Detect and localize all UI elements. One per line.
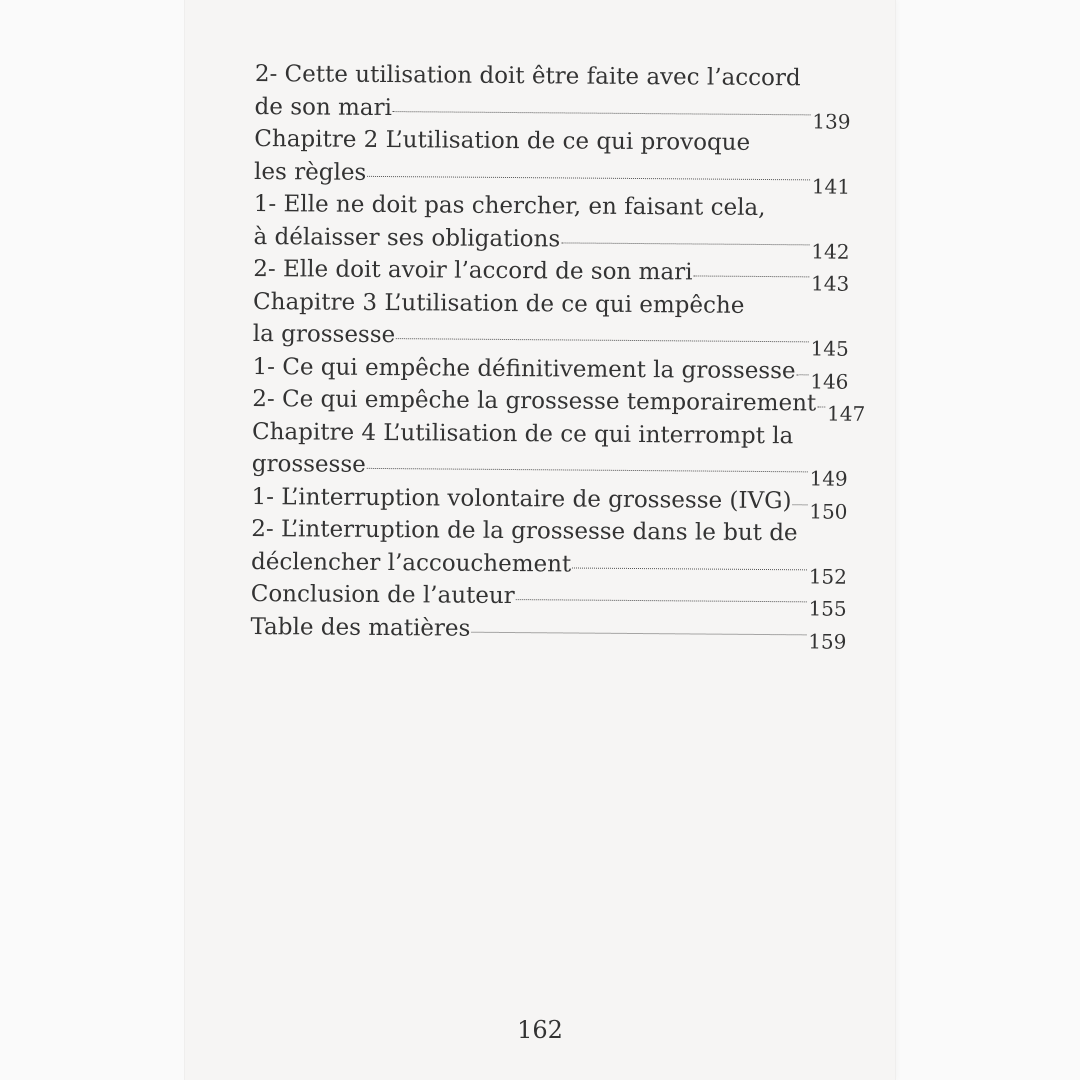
toc-entry-page-number: 142 xyxy=(811,238,850,264)
dot-leader xyxy=(792,504,807,505)
toc-entry-title: de son mari xyxy=(254,93,393,121)
dot-leader xyxy=(797,374,809,375)
toc-entry-last-line xyxy=(250,610,847,654)
toc-entry xyxy=(251,415,848,491)
toc-entry-page-number: 152 xyxy=(808,563,848,589)
dot-leader xyxy=(572,567,807,570)
toc-entry-page-number: 146 xyxy=(810,368,849,394)
toc-entry-last-line xyxy=(253,253,850,296)
toc-entry-last-line xyxy=(253,220,850,264)
toc-entry-title: la grossesse xyxy=(252,320,396,349)
toc-entry-page-number: 150 xyxy=(809,498,848,524)
toc-entry-title: à délaisser ses obligations xyxy=(253,223,561,252)
toc-entry xyxy=(251,480,848,524)
toc-entry xyxy=(252,350,849,394)
toc-entry xyxy=(250,610,847,654)
toc-entry-page-number: 141 xyxy=(811,173,851,199)
toc-entry-last-line xyxy=(252,318,849,361)
toc-entry-last-line xyxy=(250,545,848,589)
toc-entry-last-line xyxy=(251,480,848,524)
toc-entry-last-line xyxy=(251,448,848,491)
dot-leader xyxy=(367,468,808,472)
toc-entry xyxy=(253,253,850,296)
toc-entry-title: Table des matières xyxy=(250,613,471,642)
toc-entry-line: 2- Cette utilisation doit être faite avec l’accord xyxy=(254,60,801,92)
toc-entry-title: 2- Ce qui empêche la grossesse temporairement xyxy=(252,385,817,417)
toc-entry-page-number: 159 xyxy=(808,628,847,654)
dot-leader xyxy=(393,111,811,115)
dot-leader xyxy=(817,406,825,407)
toc-entry-title: grossesse xyxy=(251,450,366,478)
toc-entry xyxy=(254,123,851,199)
dot-leader xyxy=(561,242,809,245)
toc-entry xyxy=(253,188,850,264)
dot-leader xyxy=(516,599,807,602)
toc-entry-last-line xyxy=(250,578,847,621)
toc-entry-page-number: 147 xyxy=(827,401,866,426)
toc-entry-page-number: 155 xyxy=(808,596,847,621)
toc-entry-title: les règles xyxy=(254,158,367,186)
dot-leader xyxy=(471,631,806,635)
toc-entry-title: 1- L’interruption volontaire de grossesse (IVG) xyxy=(251,483,792,514)
toc-entry-title: Conclusion de l’auteur xyxy=(250,580,515,610)
toc-entry-line: Chapitre 3 L’utilisation de ce qui empêche xyxy=(252,288,745,319)
toc-entry-page-number: 139 xyxy=(812,108,851,134)
dot-leader xyxy=(396,338,808,342)
dot-leader xyxy=(693,275,809,277)
toc-entry xyxy=(252,383,866,426)
toc-entry-last-line xyxy=(254,90,851,134)
toc-entry-title: 1- Ce qui empêche définitivement la grossesse xyxy=(252,353,796,384)
toc-entry-line: 1- Elle ne doit pas chercher, en faisant cela, xyxy=(253,190,766,222)
toc-entry xyxy=(250,578,847,621)
toc-entry-line: Chapitre 4 L’utilisation de ce qui interrompt la xyxy=(251,418,794,449)
toc-entry-page-number: 143 xyxy=(810,271,850,296)
toc-entry-page-number: 149 xyxy=(809,466,848,491)
toc-entry xyxy=(252,285,849,361)
toc-entry-title: 2- Elle doit avoir l’accord de son mari xyxy=(253,255,693,286)
page-number: 162 xyxy=(517,1016,563,1044)
toc-entry-page-number: 145 xyxy=(810,336,849,361)
toc-entry xyxy=(254,58,851,134)
toc-entry-last-line xyxy=(252,350,849,394)
toc-entry-title: déclencher l’accouchement xyxy=(250,548,572,577)
toc-entry-line: Chapitre 2 L’utilisation de ce qui provoque xyxy=(254,125,751,156)
toc-entry-last-line xyxy=(254,155,851,199)
toc-entry-last-line xyxy=(252,383,866,426)
table-of-contents xyxy=(250,58,866,654)
toc-entry-line: 2- L’interruption de la grossesse dans le but de xyxy=(251,515,798,547)
dot-leader xyxy=(367,175,810,179)
toc-entry xyxy=(250,513,848,589)
